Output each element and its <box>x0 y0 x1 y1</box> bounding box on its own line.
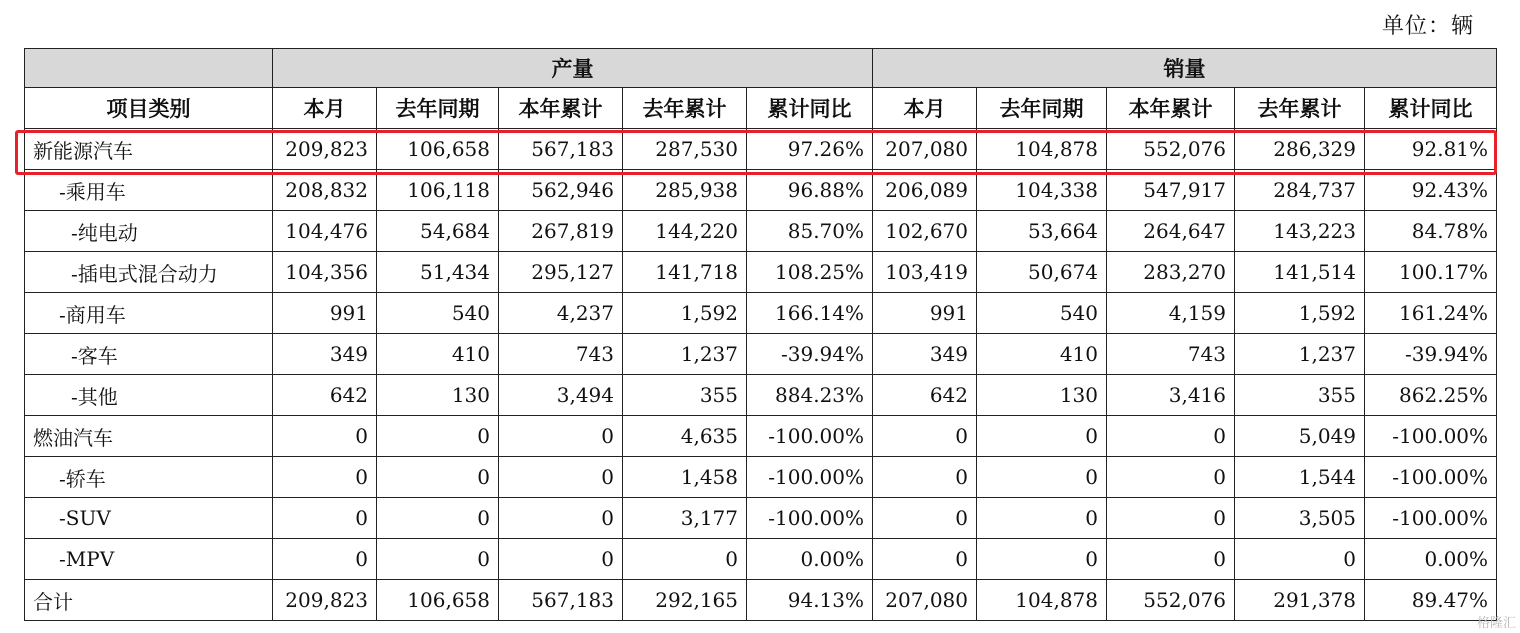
row-category: -MPV <box>25 539 273 580</box>
row-category: -插电式混合动力 <box>25 252 273 293</box>
prod-cell-2: 3,494 <box>499 375 623 416</box>
row-category: -轿车 <box>25 457 273 498</box>
prod-cell-4: -39.94% <box>747 334 873 375</box>
sales-cell-1: 104,338 <box>977 170 1107 211</box>
prod-cell-3: 4,635 <box>623 416 747 457</box>
prod-cell-0: 209,823 <box>273 129 377 170</box>
sales-cell-3: 284,737 <box>1235 170 1365 211</box>
prod-cell-2: 0 <box>499 498 623 539</box>
prod-cell-2: 567,183 <box>499 580 623 621</box>
watermark-logo: 格隆汇 <box>1476 616 1516 631</box>
table-body <box>25 129 1497 621</box>
prod-cell-2: 0 <box>499 457 623 498</box>
prod-cell-4: -100.00% <box>747 416 873 457</box>
sales-cell-0: 206,089 <box>873 170 977 211</box>
header-empty-cell <box>25 49 273 88</box>
prod-cell-4: 94.13% <box>747 580 873 621</box>
sales-cell-3: 1,592 <box>1235 293 1365 334</box>
prod-cell-2: 743 <box>499 334 623 375</box>
table-row <box>25 416 1497 457</box>
table-row <box>25 457 1497 498</box>
prod-cell-4: 108.25% <box>747 252 873 293</box>
prod-cell-3: 1,458 <box>623 457 747 498</box>
sales-cell-2: 0 <box>1107 457 1235 498</box>
header-sales: 销量 <box>873 49 1497 88</box>
sales-cell-0: 991 <box>873 293 977 334</box>
header-sales-last-ytd: 去年累计 <box>1235 88 1365 129</box>
sales-cell-4: 92.43% <box>1365 170 1497 211</box>
row-category: 新能源汽车 <box>25 129 273 170</box>
sales-cell-1: 0 <box>977 498 1107 539</box>
sales-cell-4: -100.00% <box>1365 498 1497 539</box>
prod-cell-1: 0 <box>377 539 499 580</box>
sales-cell-3: 141,514 <box>1235 252 1365 293</box>
header-sales-month: 本月 <box>873 88 977 129</box>
sales-cell-3: 355 <box>1235 375 1365 416</box>
prod-cell-3: 144,220 <box>623 211 747 252</box>
sales-cell-1: 410 <box>977 334 1107 375</box>
prod-cell-2: 295,127 <box>499 252 623 293</box>
prod-cell-0: 991 <box>273 293 377 334</box>
prod-cell-1: 51,434 <box>377 252 499 293</box>
prod-cell-2: 0 <box>499 539 623 580</box>
prod-cell-2: 0 <box>499 416 623 457</box>
row-category: -纯电动 <box>25 211 273 252</box>
sales-cell-1: 104,878 <box>977 129 1107 170</box>
sales-cell-3: 5,049 <box>1235 416 1365 457</box>
prod-cell-1: 540 <box>377 293 499 334</box>
header-sales-yoy: 累计同比 <box>1365 88 1497 129</box>
sales-cell-3: 0 <box>1235 539 1365 580</box>
prod-cell-4: 97.26% <box>747 129 873 170</box>
header-sales-last-year-month: 去年同期 <box>977 88 1107 129</box>
prod-cell-0: 0 <box>273 457 377 498</box>
prod-cell-3: 355 <box>623 375 747 416</box>
row-category: -客车 <box>25 334 273 375</box>
sales-cell-4: 89.47% <box>1365 580 1497 621</box>
table-row <box>25 211 1497 252</box>
production-sales-table <box>24 48 1497 621</box>
prod-cell-3: 285,938 <box>623 170 747 211</box>
sales-cell-2: 0 <box>1107 539 1235 580</box>
prod-cell-1: 106,658 <box>377 580 499 621</box>
sales-cell-3: 1,544 <box>1235 457 1365 498</box>
prod-cell-3: 3,177 <box>623 498 747 539</box>
sales-cell-0: 0 <box>873 498 977 539</box>
prod-cell-3: 292,165 <box>623 580 747 621</box>
sales-cell-0: 642 <box>873 375 977 416</box>
header-group-row <box>25 49 1497 88</box>
sales-cell-2: 552,076 <box>1107 580 1235 621</box>
table-row <box>25 293 1497 334</box>
unit-label: 单位：辆 <box>1381 14 1474 39</box>
table-row <box>25 539 1497 580</box>
prod-cell-0: 104,476 <box>273 211 377 252</box>
table-row <box>25 129 1497 170</box>
prod-cell-0: 0 <box>273 416 377 457</box>
prod-cell-4: 884.23% <box>747 375 873 416</box>
prod-cell-1: 410 <box>377 334 499 375</box>
sales-cell-1: 104,878 <box>977 580 1107 621</box>
sales-cell-3: 3,505 <box>1235 498 1365 539</box>
sales-cell-2: 743 <box>1107 334 1235 375</box>
table-row <box>25 170 1497 211</box>
prod-cell-0: 349 <box>273 334 377 375</box>
prod-cell-1: 106,658 <box>377 129 499 170</box>
sales-cell-0: 207,080 <box>873 580 977 621</box>
prod-cell-1: 130 <box>377 375 499 416</box>
sales-cell-3: 291,378 <box>1235 580 1365 621</box>
prod-cell-2: 267,819 <box>499 211 623 252</box>
header-category: 项目类别 <box>25 88 273 129</box>
prod-cell-0: 0 <box>273 539 377 580</box>
prod-cell-4: 96.88% <box>747 170 873 211</box>
header-prod-month: 本月 <box>273 88 377 129</box>
prod-cell-3: 287,530 <box>623 129 747 170</box>
header-prod-last-year-month: 去年同期 <box>377 88 499 129</box>
sales-cell-1: 0 <box>977 539 1107 580</box>
header-prod-ytd: 本年累计 <box>499 88 623 129</box>
sales-cell-4: -100.00% <box>1365 457 1497 498</box>
prod-cell-4: 85.70% <box>747 211 873 252</box>
prod-cell-0: 208,832 <box>273 170 377 211</box>
row-category: 燃油汽车 <box>25 416 273 457</box>
sales-cell-3: 286,329 <box>1235 129 1365 170</box>
row-category: -乘用车 <box>25 170 273 211</box>
sales-cell-2: 4,159 <box>1107 293 1235 334</box>
prod-cell-1: 106,118 <box>377 170 499 211</box>
prod-cell-3: 141,718 <box>623 252 747 293</box>
sales-cell-1: 50,674 <box>977 252 1107 293</box>
header-prod-last-ytd: 去年累计 <box>623 88 747 129</box>
sales-cell-4: 161.24% <box>1365 293 1497 334</box>
sales-cell-1: 130 <box>977 375 1107 416</box>
row-category: 合计 <box>25 580 273 621</box>
sales-cell-0: 0 <box>873 416 977 457</box>
prod-cell-1: 0 <box>377 416 499 457</box>
table-row <box>25 498 1497 539</box>
prod-cell-2: 562,946 <box>499 170 623 211</box>
prod-cell-0: 642 <box>273 375 377 416</box>
row-category: -SUV <box>25 498 273 539</box>
table-row <box>25 375 1497 416</box>
sales-cell-1: 53,664 <box>977 211 1107 252</box>
sales-cell-4: 100.17% <box>1365 252 1497 293</box>
prod-cell-1: 0 <box>377 498 499 539</box>
table-row <box>25 580 1497 621</box>
sales-cell-4: -39.94% <box>1365 334 1497 375</box>
sales-cell-4: 0.00% <box>1365 539 1497 580</box>
sales-cell-1: 540 <box>977 293 1107 334</box>
header-production: 产量 <box>273 49 873 88</box>
prod-cell-3: 0 <box>623 539 747 580</box>
sales-cell-1: 0 <box>977 457 1107 498</box>
prod-cell-1: 0 <box>377 457 499 498</box>
table-row <box>25 252 1497 293</box>
header-prod-yoy: 累计同比 <box>747 88 873 129</box>
table-row <box>25 334 1497 375</box>
sales-cell-4: 92.81% <box>1365 129 1497 170</box>
sales-cell-2: 3,416 <box>1107 375 1235 416</box>
sales-cell-2: 264,647 <box>1107 211 1235 252</box>
sales-cell-2: 0 <box>1107 416 1235 457</box>
sales-cell-2: 547,917 <box>1107 170 1235 211</box>
sales-cell-0: 103,419 <box>873 252 977 293</box>
prod-cell-4: 0.00% <box>747 539 873 580</box>
sales-cell-2: 552,076 <box>1107 129 1235 170</box>
row-category: -商用车 <box>25 293 273 334</box>
sales-cell-4: -100.00% <box>1365 416 1497 457</box>
prod-cell-3: 1,237 <box>623 334 747 375</box>
prod-cell-4: -100.00% <box>747 498 873 539</box>
prod-cell-4: -100.00% <box>747 457 873 498</box>
prod-cell-0: 104,356 <box>273 252 377 293</box>
sales-cell-2: 0 <box>1107 498 1235 539</box>
header-sales-ytd: 本年累计 <box>1107 88 1235 129</box>
sales-cell-4: 862.25% <box>1365 375 1497 416</box>
sales-cell-4: 84.78% <box>1365 211 1497 252</box>
prod-cell-4: 166.14% <box>747 293 873 334</box>
prod-cell-2: 567,183 <box>499 129 623 170</box>
sales-cell-0: 102,670 <box>873 211 977 252</box>
sales-cell-0: 0 <box>873 457 977 498</box>
sales-cell-0: 0 <box>873 539 977 580</box>
sales-cell-0: 349 <box>873 334 977 375</box>
prod-cell-3: 1,592 <box>623 293 747 334</box>
prod-cell-0: 209,823 <box>273 580 377 621</box>
sales-cell-3: 143,223 <box>1235 211 1365 252</box>
sales-cell-1: 0 <box>977 416 1107 457</box>
prod-cell-2: 4,237 <box>499 293 623 334</box>
sales-cell-2: 283,270 <box>1107 252 1235 293</box>
header-column-row <box>25 88 1497 129</box>
prod-cell-0: 0 <box>273 498 377 539</box>
prod-cell-1: 54,684 <box>377 211 499 252</box>
row-category: -其他 <box>25 375 273 416</box>
sales-cell-0: 207,080 <box>873 129 977 170</box>
sales-cell-3: 1,237 <box>1235 334 1365 375</box>
